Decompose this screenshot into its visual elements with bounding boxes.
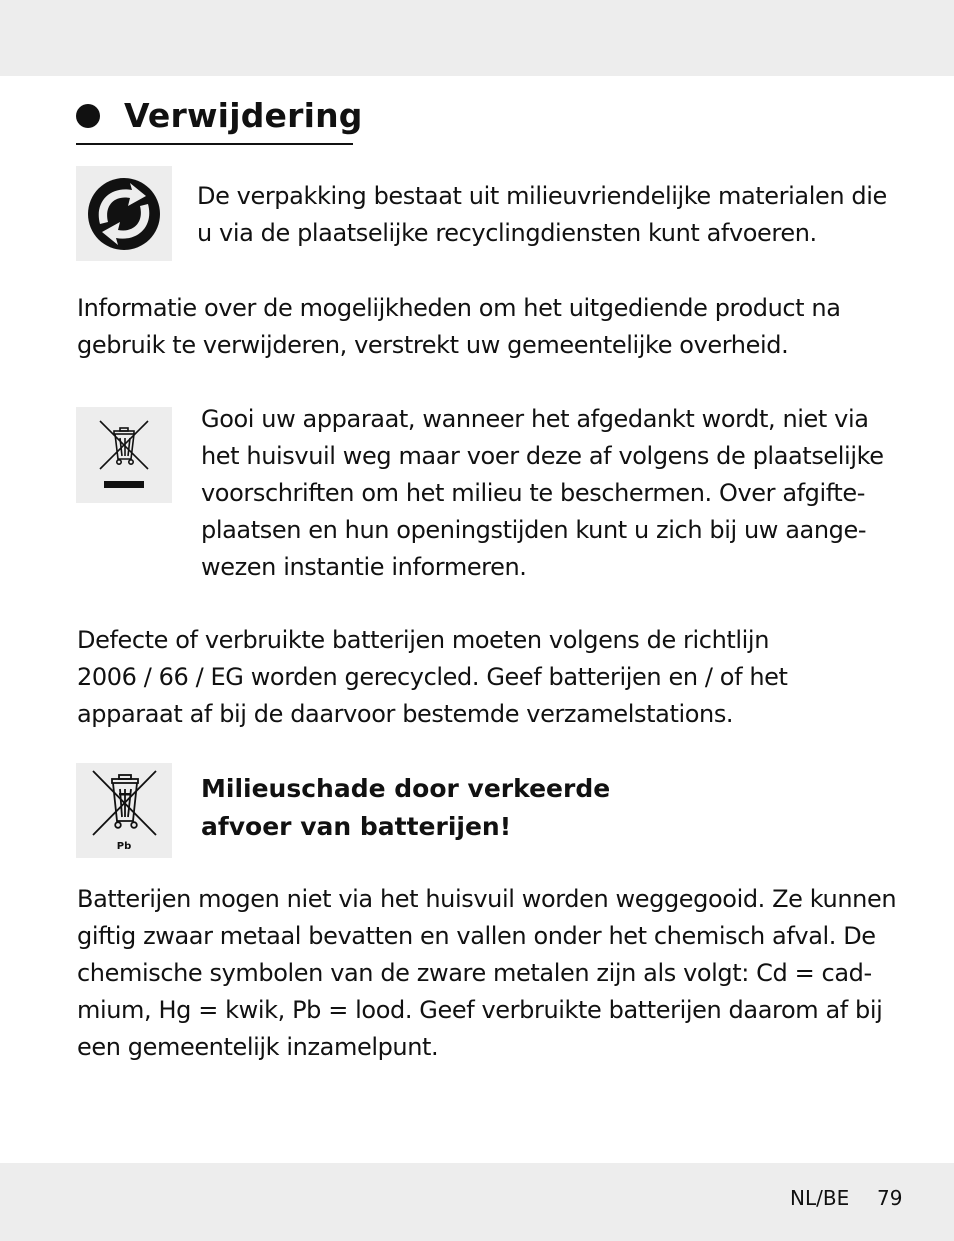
heavy-metals-text: Batterijen mogen niet via het huisvuil worden weggegooid. Ze kunnen giftig zwaar metaal bevatten en vallen onder het chemisch afval. De chemische symbolen van de zware metalen zijn als volgt: Cd = cad- mium, Hg = kwik, Pb = lood. Geef verbruikte batterijen daarom af bij een gemeentelijk inzamelpunt. <box>77 885 897 1061</box>
section-heading <box>76 96 363 135</box>
heading-underline <box>76 143 353 145</box>
page-number: 79 <box>877 1186 903 1210</box>
recycling-icon-box <box>76 166 172 261</box>
recycling-arrows-icon <box>76 166 172 261</box>
crossed-out-bin-pb-icon <box>76 763 172 858</box>
bullet-dot <box>76 104 100 128</box>
bin-icon-box <box>76 407 172 503</box>
footer-locale: NL/BE <box>790 1186 850 1210</box>
battery-bin-icon-box <box>76 763 172 858</box>
warning-text: Milieuschade door verkeerde afvoer van batterijen! <box>201 774 611 841</box>
pb-label: Pb <box>116 841 132 852</box>
info-text: Informatie over de mogelijkheden om het uitgediende product na gebruik te verwijderen, verstrekt uw gemeentelijke overheid. <box>77 294 841 359</box>
packaging-text: De verpakking bestaat uit milieuvriendelijke materialen die u via de plaatselijke recyclingdiensten kunt afvoeren. <box>197 182 887 247</box>
device-text: Gooi uw apparaat, wanneer het afgedankt wordt, niet via het huisvuil weg maar voer deze af volgens de plaatselijke voorschriften om het milieu te beschermen. Over afgifte- plaatsen en hun openingstijden kunt u zich bij uw aange- wezen instantie informeren. <box>201 405 884 581</box>
crossed-out-bin-icon <box>76 407 172 503</box>
batteries-text: Defecte of verbruikte batterijen moeten volgens de richtlijn 2006 / 66 / EG worden gerecycled. Geef batterijen en / of het apparaat af bij de daarvoor bestemde verzamelstations. <box>77 626 788 728</box>
page-title: Verwijdering <box>124 96 363 135</box>
top-band <box>0 0 954 76</box>
